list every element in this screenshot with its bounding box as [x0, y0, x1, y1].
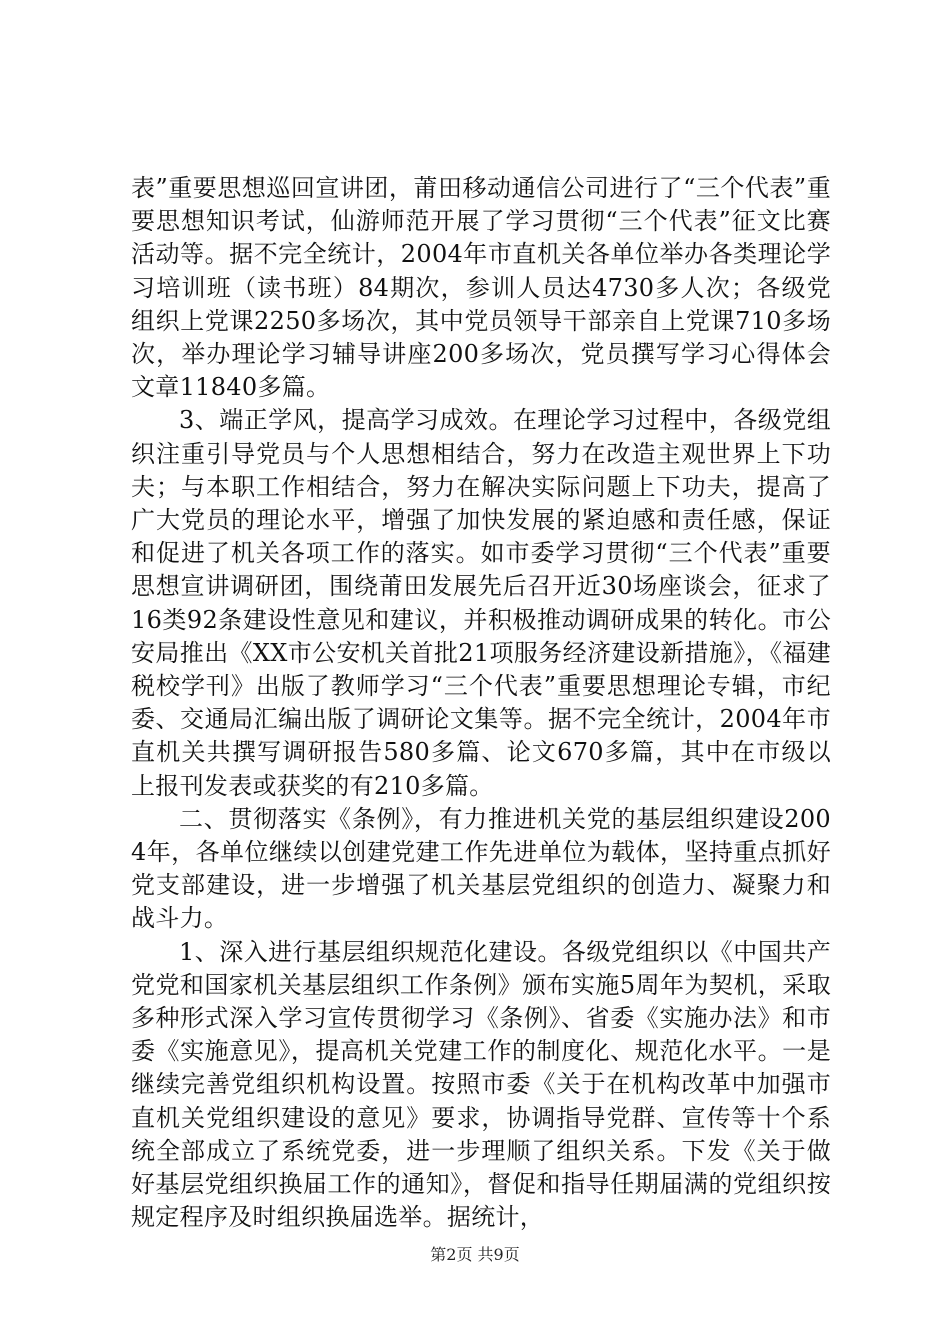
- paragraph-continued: 表”重要思想巡回宣讲团，莆田移动通信公司进行了“三个代表”重要思想知识考试，仙游师范开展了学习贯彻“三个代表”征文比赛活动等。据不完全统计，2004年市直机关各单位举办各类理论学习培训班（读书班）84期次，参训人员达4730多人次；各级党组织上党课2250多场次，其中党员领导干部亲自上党课710多场次，举办理论学习辅导讲座200多场次，党员撰写学习心得体会文章11840多篇。: [131, 174, 831, 402]
- paragraph-section-2-heading: 二、贯彻落实《条例》，有力推进机关党的基层组织建设2004年，各单位继续以创建党建工作先进单位为载体，坚持重点抓好党支部建设，进一步增强了机关基层党组织的创造力、凝聚力和战斗力。: [131, 804, 831, 933]
- paragraph-item-3: 3、端正学风，提高学习成效。在理论学习过程中，各级党组织注重引导党员与个人思想相结合，努力在改造主观世界上下功夫；与本职工作相结合，努力在解决实际问题上下功夫，提高了广大党员的理论水平，增强了加快发展的紧迫感和责任感，保证和促进了机关各项工作的落实。如市委学习贯彻“三个代表”重要思想宣讲调研团，围绕莆田发展先后召开近30场座谈会，征求了16类92条建设性意见和建议，并积极推动调研成果的转化。市公安局推出《XX市公安机关首批21项服务经济建设新措施》，《福建税校学刊》出版了教师学习“三个代表”重要思想理论专辑，市纪委、交通局汇编出版了调研论文集等。据不完全统计，2004年市直机关共撰写调研报告580多篇、论文670多篇，其中在市级以上报刊发表或获奖的有210多篇。: [131, 406, 831, 800]
- paragraph-item-1: 1、深入进行基层组织规范化建设。各级党组织以《中国共产党党和国家机关基层组织工作条例》颁布实施5周年为契机，采取多种形式深入学习宣传贯彻学习《条例》、省委《实施办法》和市委《实施意见》，提高机关党建工作的制度化、规范化水平。一是继续完善党组织机构设置。按照市委《关于在机构改革中加强市直机关党组织建设的意见》要求，协调指导党群、宣传等十个系统全部成立了系统党委，进一步理顺了组织关系。下发《关于做好基层党组织换届工作的通知》，督促和指导任期届满的党组织按规定程序及时组织换届选举。据统计，: [131, 937, 831, 1232]
- document-body: [131, 172, 831, 1235]
- page-footer: [0, 1242, 950, 1265]
- page-number-label: 第2页 共9页: [430, 1245, 520, 1264]
